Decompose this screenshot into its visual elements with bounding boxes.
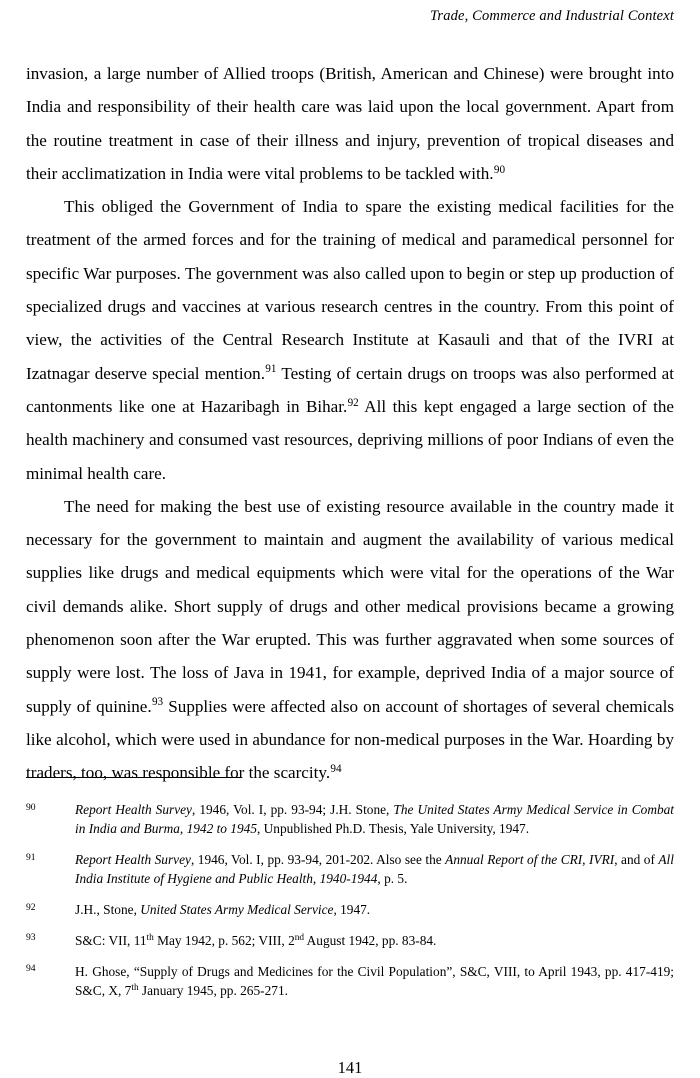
footnote-reference-93[interactable]: 93 [151,696,164,709]
para-3: The need for making the best use of existing resource available in the country made it necessary for the government to maintain and augment the availability of various medical supplies like drugs and medical equipments which were vital for the operations of the War civil demands alike. Short supply of drugs and other medical provisions became a growing phenomenon soon after the War erupted. This was further aggravated when some sources of supply were lost. The loss of Java in 1941, for example, deprived India of a major source of supply of quinine.$^{93}$ Supplies were affected also on account of shortages of several chemicals like alcohol, which were used in abundance for non-medical purposes in the War. Hoarding by traders, too, was responsible for the scarcity.$^{94}$ [26,496,675,783]
footnote-text-90: Report Health Survey, 1946, Vol. I, pp. 93-94; J.H. Stone, The United States Army Medical Service in Combat in India and Burma, 1942 to 1945, Unpublished Ph.D. Thesis, Yale University, 1947. [75,802,675,837]
page-number: 141 [337,1058,363,1077]
footnote-text-91: Report Health Survey, 1946, Vol. I, pp. 93-94, 201-202. Also see the Annual Report of the CRI, IVRI, and of All India Institute of Hygiene and Public Health, 1940-1944, p. 5. [75,852,674,887]
footnote-number-90: 90 [26,801,36,813]
footnote-text-93: S&C: VII, 11th May 1942, p. 562; VIII, 2nd August 1942, pp. 83-84. [75,932,437,948]
footnote-number-92: 92 [26,901,36,913]
footnote-title-italic: United States Army Medical Service [140,902,334,918]
footnote-title-italic: All India Institute of Hygiene and Public Health, 1940-1944 [75,852,674,887]
ordinal-suffix: nd [294,933,305,944]
footnote-91 [26,850,674,889]
footnote-93 [26,931,674,950]
running-header: Trade, Commerce and Industrial Context [430,8,674,24]
footnote-number-93: 93 [26,932,36,944]
footnote-title-italic: Annual Report of the CRI, IVRI [445,852,615,868]
footnote-separator-rule [26,777,242,778]
footnote-text-92: J.H., Stone, United States Army Medical Service, 1947. [75,902,371,918]
footnote-title-italic: Report Health Survey [75,852,191,868]
footnote-92 [26,900,674,919]
footnote-title-italic: Report Health Survey [75,802,192,817]
footnote-reference-90[interactable]: 90 [493,163,506,176]
footnote-number-91: 91 [26,851,36,863]
footnote-text-94: H. Ghose, “Supply of Drugs and Medicines for the Civil Population”, S&C, VIII, to April 1943, pp. 417-419; S&C, X, 7th January 1945, pp. 265-271. [75,963,674,999]
ordinal-suffix: th [131,983,139,994]
footnote-reference-94[interactable]: 94 [330,762,342,775]
footnote-reference-91[interactable]: 91 [265,363,277,376]
para-1: invasion, a large number of Allied troops (British, American and Chinese) were brought into India and responsibility of their health care was laid upon the local government. Apart from the routine treatment in case of their illness and injury, prevention of tropical diseases and their acclimatization in India were vital problems to be tackled with.$^{90}$ [26,64,674,183]
body-text-block [26,57,674,790]
footnote-list [26,800,674,1000]
footnote-number-94: 94 [26,963,36,975]
para-2: This obliged the Government of India to spare the existing medical facilities for the treatment of the armed forces and for the training of medical and paramedical personnel for specific War purposes. The government was also called upon to begin or step up production of specialized drugs and vaccines at various research centres in the country. From this point of view, the activities of the Central Research Institute at Kasauli and that of the IVRI at Izatnagar deserve special mention.$^{91}$ Testing of certain drugs on troops was also performed at cantonments like one at Hazaribagh in Bihar.$^{92}$ All this kept engaged a large section of the health machinery and consumed vast resources, depriving millions of poor Indians of even the minimal health care. [26,197,674,483]
ordinal-suffix: th [146,933,154,944]
footnote-reference-92[interactable]: 92 [347,396,359,409]
footnote-title-italic: The United States Army Medical Service in Combat in India and Burma, 1942 to 1945 [75,802,675,837]
footnote-90 [26,800,674,839]
footnote-94 [26,962,674,1001]
